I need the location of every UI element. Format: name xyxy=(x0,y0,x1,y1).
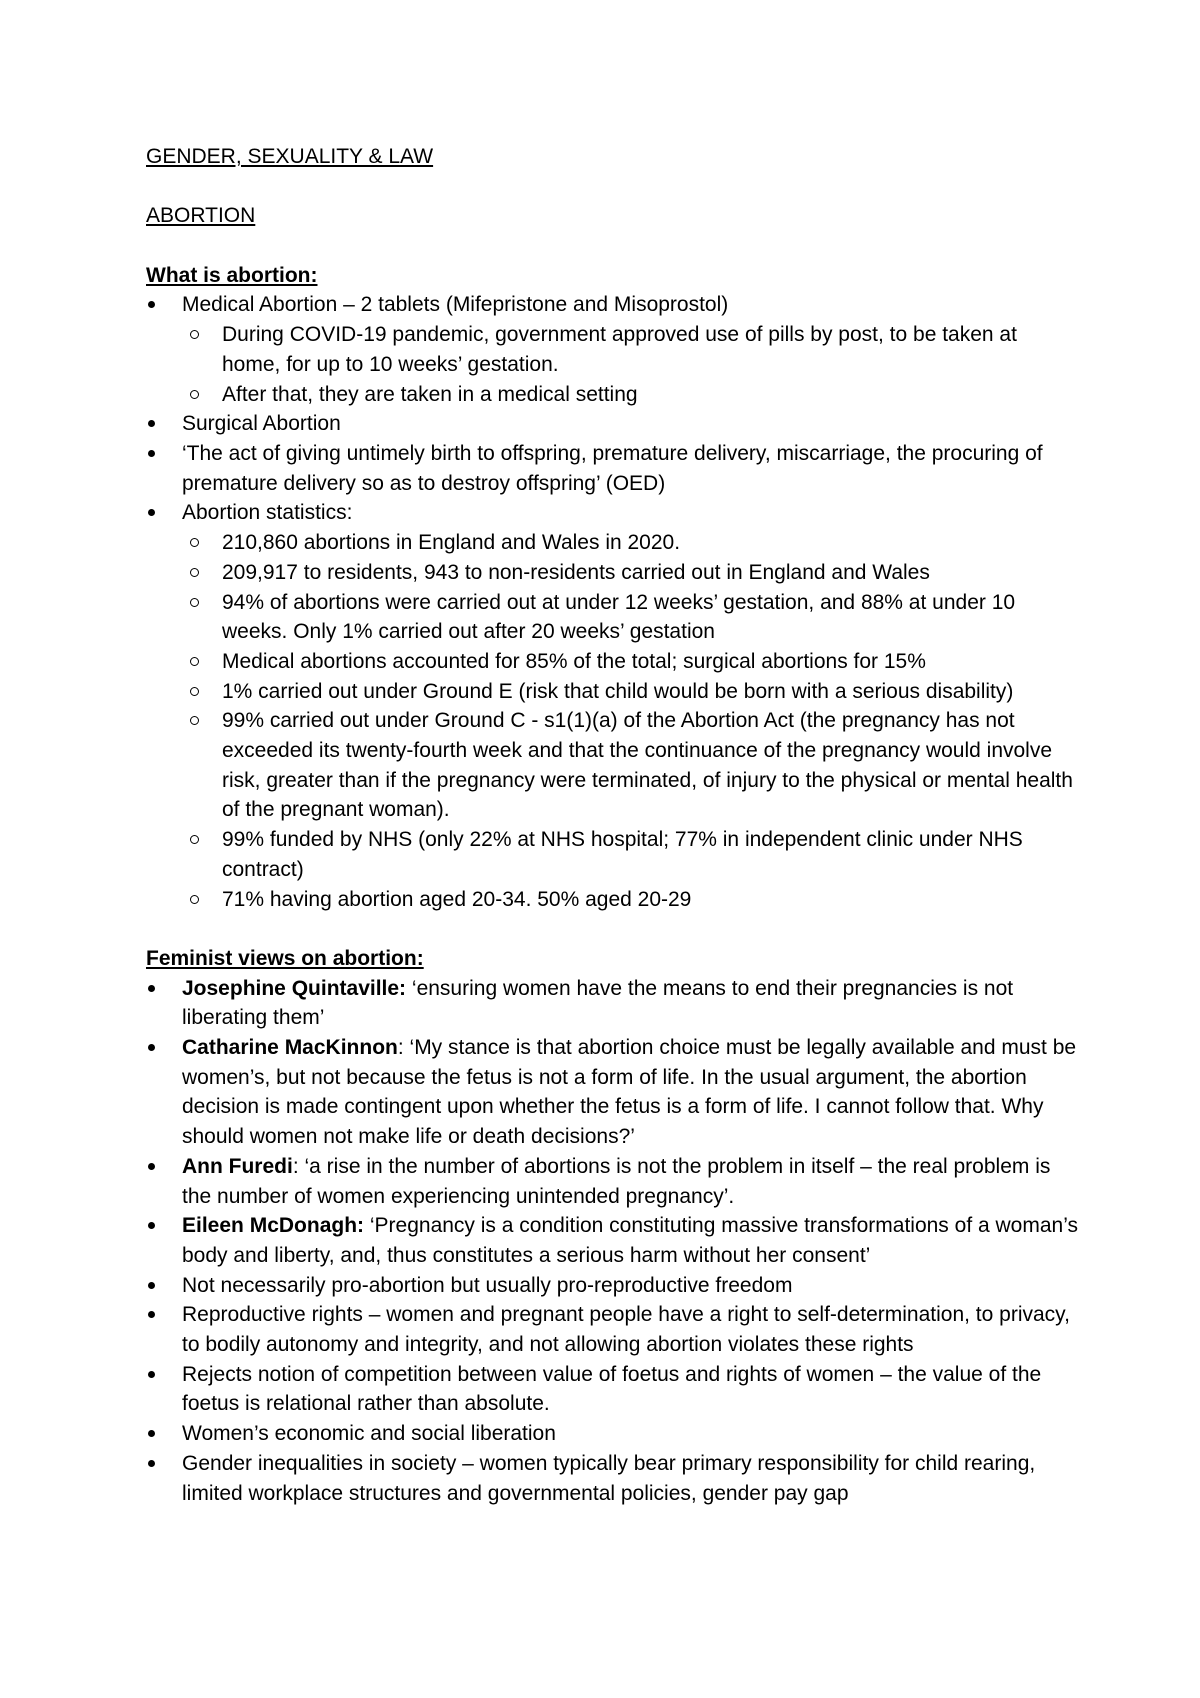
sub-list-item-text: 99% carried out under Ground C - s1(1)(a) of the Abortion Act (the pregnancy has not exceeded its twenty-fourth week and that the continuance of the pregnancy would involve risk, greater than if the pregnancy were terminated, of injury to the physical or mental health of the pregnant woman). xyxy=(222,709,1073,822)
sub-list-item xyxy=(182,380,1080,410)
list-item xyxy=(146,1211,1080,1270)
circle-bullet-icon xyxy=(190,895,199,904)
sub-list-item-text: During COVID-19 pandemic, government approved use of pills by post, to be taken at home, for up to 10 weeks’ gestation. xyxy=(222,323,1017,376)
bullet-icon xyxy=(148,509,155,516)
sub-list-item xyxy=(182,706,1080,825)
bullet-icon xyxy=(148,301,155,308)
list-item-text: Abortion statistics: xyxy=(182,501,353,525)
circle-bullet-icon xyxy=(190,330,199,339)
bullet-icon xyxy=(148,1163,155,1170)
list-item xyxy=(146,409,1080,439)
document-title: GENDER, SEXUALITY & LAW xyxy=(146,145,434,168)
sub-list-item xyxy=(182,677,1080,707)
list-item-text: Gender inequalities in society – women typically bear primary responsibility for child rearing, limited workplace structures and governmental policies, gender pay gap xyxy=(182,1451,1036,1505)
author-name: Catharine MacKinnon xyxy=(182,1036,398,1060)
sub-list xyxy=(182,320,1080,409)
circle-bullet-icon xyxy=(190,716,199,725)
bullet-icon xyxy=(148,450,155,457)
bullet-icon xyxy=(148,1282,155,1289)
list-item-text: Medical Abortion – 2 tablets (Mifepristone and Misoprostol) xyxy=(182,293,729,317)
list-item-text: : ‘My stance is that abortion choice must be legally available and must be women’s, but not because the fetus is not a form of life. In the usual argument, the abortion decision is made contingent upon whether the fetus is a form of life. I cannot follow that. Why should women not make life or death decisions?’ xyxy=(182,1036,1077,1149)
list-item xyxy=(146,974,1080,1033)
sub-list-item-text: 94% of abortions were carried out at under 12 weeks’ gestation, and 88% at under 10 weeks. Only 1% carried out after 20 weeks’ gestation xyxy=(222,590,1016,644)
author-name: Ann Furedi xyxy=(182,1154,293,1178)
topic-heading: ABORTION xyxy=(146,204,256,228)
bullet-icon xyxy=(148,1044,155,1051)
list-item xyxy=(146,1360,1080,1419)
list-item xyxy=(146,498,1080,914)
bullet-icon xyxy=(148,1371,155,1378)
list-item-text: Reproductive rights – women and pregnant people have a right to self-determination, to privacy, to bodily autonomy and integrity, and not allowing abortion violates these rights xyxy=(182,1303,1070,1357)
sub-list-item-text: 209,917 to residents, 943 to non-residents carried out in England and Wales xyxy=(222,560,930,584)
sub-list-item-text: 210,860 abortions in England and Wales in 2020. xyxy=(222,531,681,555)
section-feminist-views-title: Feminist views on abortion: xyxy=(146,946,424,970)
sub-list-item-text: 1% carried out under Ground E (risk that child would be born with a serious disability) xyxy=(222,679,1014,703)
list-item xyxy=(146,1152,1080,1211)
circle-bullet-icon xyxy=(190,687,199,696)
bullet-icon xyxy=(148,985,155,992)
sub-list-item-text: 71% having abortion aged 20-34. 50% aged 20-29 xyxy=(222,887,692,911)
spacer xyxy=(146,231,1080,261)
sub-list-item xyxy=(182,825,1080,884)
bullet-icon xyxy=(148,1311,155,1318)
what-is-abortion-list xyxy=(146,290,1080,914)
sub-list-item xyxy=(182,320,1080,379)
sub-list-item-text: After that, they are taken in a medical setting xyxy=(222,382,638,406)
list-item-text: Rejects notion of competition between value of foetus and rights of women – the value of the foetus is relational rather than absolute. xyxy=(182,1362,1042,1416)
circle-bullet-icon xyxy=(190,390,199,399)
list-item xyxy=(146,1271,1080,1301)
spacer xyxy=(146,172,1080,202)
sub-list-item-text: Medical abortions accounted for 85% of the total; surgical abortions for 15% xyxy=(222,649,926,673)
bullet-icon xyxy=(148,1430,155,1437)
author-name: Eileen McDonagh: xyxy=(182,1214,365,1238)
sub-list-item-text: 99% funded by NHS (only 22% at NHS hospital; 77% in independent clinic under NHS contract) xyxy=(222,828,1023,881)
list-item xyxy=(146,1449,1080,1508)
circle-bullet-icon xyxy=(190,657,199,666)
sub-list-item xyxy=(182,588,1080,647)
spacer xyxy=(146,914,1080,944)
section-what-is-abortion-title: What is abortion: xyxy=(146,263,318,287)
statistics-sub-list xyxy=(182,528,1080,914)
circle-bullet-icon xyxy=(190,538,199,547)
bullet-icon xyxy=(148,1222,155,1229)
feminist-views-list xyxy=(146,974,1080,1509)
list-item xyxy=(146,1419,1080,1449)
circle-bullet-icon xyxy=(190,835,199,844)
list-item-text: ‘Pregnancy is a condition constituting massive transformations of a woman’s body and liberty, and, thus constitutes a serious harm without her consent’ xyxy=(182,1214,1078,1267)
list-item xyxy=(146,290,1080,409)
list-item-text: Surgical Abortion xyxy=(182,412,341,436)
sub-list-item xyxy=(182,885,1080,915)
author-name: Josephine Quintaville: xyxy=(182,976,407,1000)
bullet-icon xyxy=(148,1460,155,1467)
sub-list-item xyxy=(182,528,1080,558)
circle-bullet-icon xyxy=(190,568,199,577)
list-item xyxy=(146,1300,1080,1359)
list-item-text: ‘ensuring women have the means to end their pregnancies is not liberating them’ xyxy=(182,976,1014,1030)
list-item xyxy=(146,1033,1080,1152)
bullet-icon xyxy=(148,420,155,427)
list-item xyxy=(146,439,1080,498)
list-item-text: Not necessarily pro-abortion but usually pro-reproductive freedom xyxy=(182,1273,793,1297)
sub-list-item xyxy=(182,558,1080,588)
sub-list-item xyxy=(182,647,1080,677)
circle-bullet-icon xyxy=(190,598,199,607)
list-item-text: ‘The act of giving untimely birth to offspring, premature delivery, miscarriage, the procuring of premature delivery so as to destroy offspring’ (OED) xyxy=(182,442,1043,495)
list-item-text: Women’s economic and social liberation xyxy=(182,1422,556,1446)
list-item-text: : ‘a rise in the number of abortions is not the problem in itself – the real problem is the number of women experiencing unintended pregnancy’. xyxy=(182,1154,1051,1208)
